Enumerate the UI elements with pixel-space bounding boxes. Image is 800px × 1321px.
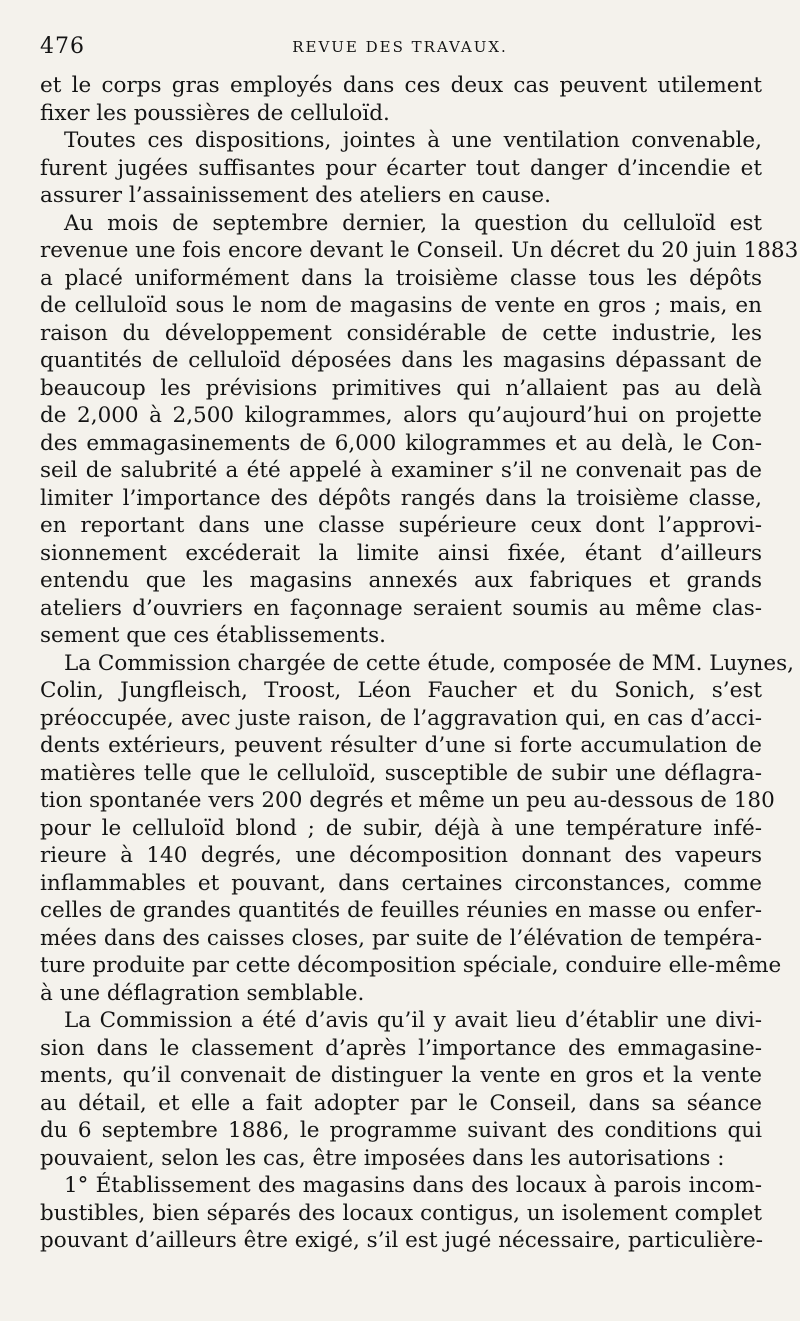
text-line: 1° Établissement des magasins dans des locaux à parois incom- [64, 1173, 762, 1198]
text-line: à une déflagration semblable. [40, 980, 365, 1006]
text-line: raison du développement considérable de cette industrie, les [40, 320, 762, 346]
text-line: ture produite par cette décomposition spéciale, conduire elle-même [40, 953, 782, 978]
text-line: matières telle que le celluloïd, susceptible de subir une déflagra- [40, 760, 762, 786]
text-line: beaucoup les prévisions primitives qui n’allaient pas au delà [40, 375, 762, 401]
page-number: 476 [40, 34, 85, 59]
text-line: La Commission a été d’avis qu’il y avait lieu d’établir une divi- [64, 1008, 762, 1033]
text-line: Colin, Jungfleisch, Troost, Léon Faucher et du Sonich, s’est [40, 678, 762, 703]
paragraph [40, 210, 799, 650]
text-line: quantités de celluloïd déposées dans les magasins dépassant de [40, 348, 762, 373]
body-text [40, 72, 799, 1255]
text-line: furent jugées suffisantes pour écarter tout danger d’incendie et [40, 155, 762, 181]
text-line: inflammables et pouvant, dans certaines circonstances, comme [40, 870, 762, 896]
text-line: de celluloïd sous le nom de magasins de vente en gros ; mais, en [40, 293, 762, 318]
text-line: rieure à 140 degrés, une décomposition donnant des vapeurs [40, 843, 762, 868]
text-line: pour le celluloïd blond ; de subir, déjà à une température infé- [40, 815, 762, 841]
text-line: en reportant dans une classe supérieure ceux dont l’approvi- [40, 513, 762, 538]
text-line: revenue une fois encore devant le Conseil. Un décret du 20 juin 1883 [40, 238, 799, 263]
text-line: ateliers d’ouvriers en façonnage seraient soumis au même clas- [40, 595, 762, 621]
text-line: sion dans le classement d’après l’importance des emmagasine- [40, 1035, 762, 1061]
paragraph [40, 72, 762, 127]
text-line: assurer l’assainissement des ateliers en cause. [40, 183, 551, 208]
text-line: ments, qu’il convenait de distinguer la vente en gros et la vente [40, 1063, 762, 1088]
text-line: des emmagasinements de 6,000 kilogrammes et au delà, le Con- [40, 430, 762, 456]
text-line: Au mois de septembre dernier, la question du celluloïd est [64, 210, 762, 236]
text-line: fixer les poussières de celluloïd. [40, 100, 390, 126]
text-line: celles de grandes quantités de feuilles réunies en masse ou enfer- [40, 898, 762, 923]
text-line: sionnement excéderait la limite ainsi fixée, étant d’ailleurs [40, 540, 762, 566]
page-header [40, 34, 760, 64]
text-line: pouvant d’ailleurs être exigé, s’il est jugé nécessaire, particulière- [40, 1228, 763, 1253]
text-line: du 6 septembre 1886, le programme suivant des conditions qui [40, 1118, 762, 1143]
text-line: bustibles, bien séparés des locaux contigus, un isolement complet [40, 1200, 762, 1226]
text-line: mées dans des caisses closes, par suite de l’élévation de tempéra- [40, 925, 762, 951]
text-line: Toutes ces dispositions, jointes à une ventilation convenable, [64, 128, 762, 153]
text-line: dents extérieurs, peuvent résulter d’une si forte accumulation de [40, 733, 762, 758]
text-line: limiter l’importance des dépôts rangés dans la troisième classe, [40, 485, 762, 511]
text-line: seil de salubrité a été appelé à examiner s’il ne convenait pas de [40, 458, 762, 483]
text-line: tion spontanée vers 200 degrés et même un peu au-dessous de 180 [40, 788, 775, 813]
paragraph [40, 127, 762, 210]
paragraph [40, 1007, 762, 1172]
text-line: de 2,000 à 2,500 kilogrammes, alors qu’aujourd’hui on projette [40, 403, 762, 428]
paragraph [40, 650, 794, 1008]
text-line: et le corps gras employés dans ces deux cas peuvent utilement [40, 73, 762, 98]
text-line: a placé uniformément dans la troisième classe tous les dépôts [40, 265, 762, 291]
text-line: pouvaient, selon les cas, être imposées dans les autorisations : [40, 1145, 725, 1171]
paragraph [40, 1172, 762, 1255]
text-line: La Commission chargée de cette étude, composée de MM. Luynes, [64, 650, 794, 676]
text-line: sement que ces établissements. [40, 623, 386, 648]
text-line: entendu que les magasins annexés aux fabriques et grands [40, 568, 762, 593]
text-line: préoccupée, avec juste raison, de l’aggravation qui, en cas d’acci- [40, 705, 762, 731]
text-line: au détail, et elle a fait adopter par le Conseil, dans sa séance [40, 1090, 762, 1116]
running-title: REVUE DES TRAVAUX. [292, 38, 508, 56]
